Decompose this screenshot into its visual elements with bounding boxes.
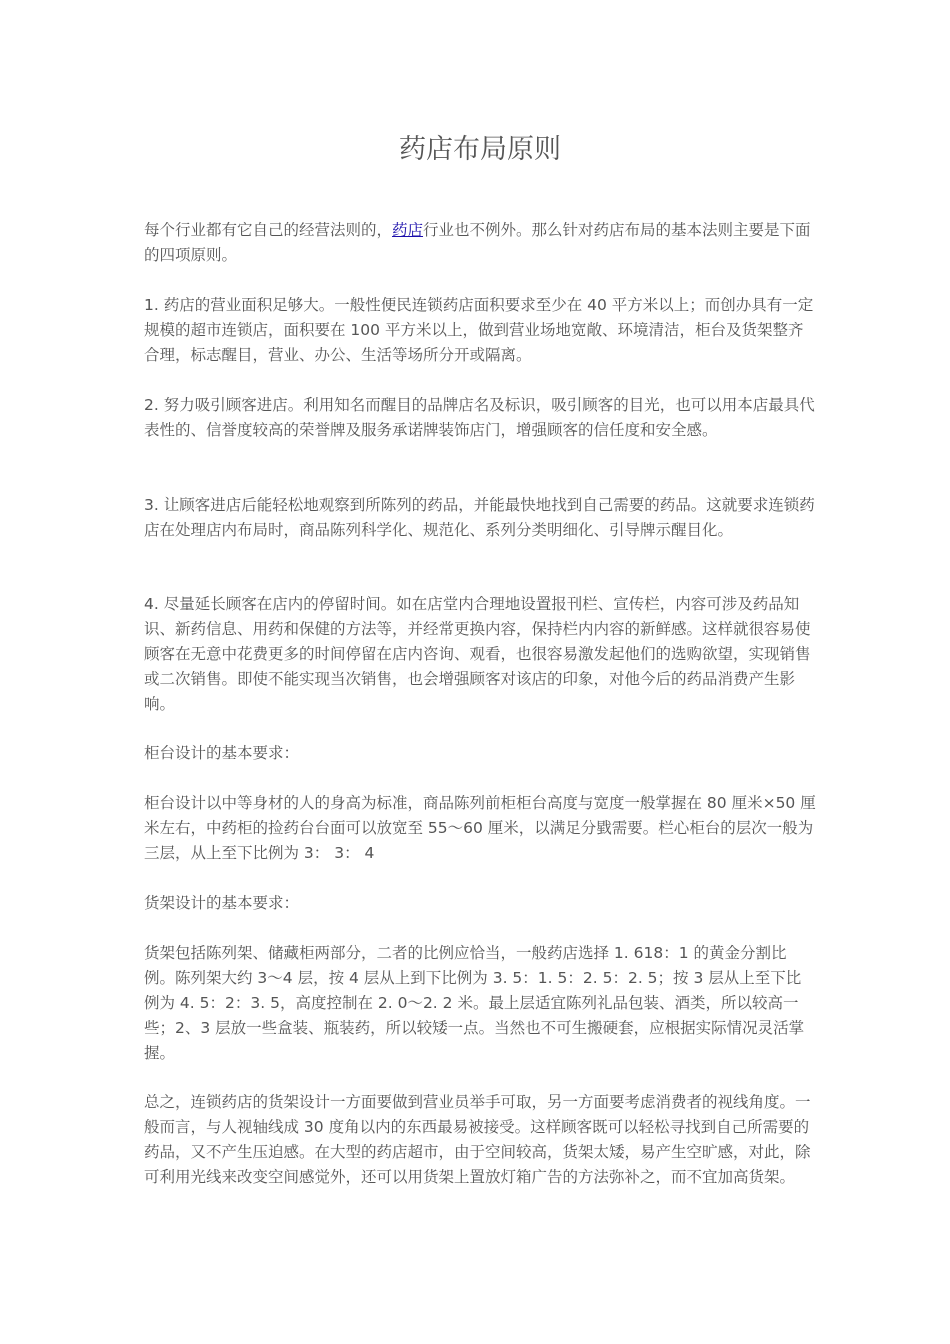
principle-2-paragraph: 2. 努力吸引顾客进店。利用知名而醒目的品牌店名及标识，吸引顾客的目光，也可以用本店最具代表性的、信誉度较高的荣誉牌及服务承诺牌装饰店门，增强顾客的信任度和安全感。 [144, 396, 815, 439]
principle-4-paragraph: 4. 尽量延长顾客在店内的停留时间。如在店堂内合理地设置报刊栏、宣传栏，内容可涉及药品知识、新药信息、用药和保健的方法等，并经常更换内容，保持栏内内容的新鲜感。这样就很容易使顾客在无意中花费更多的时间停留在店内咨询、观看，也很容易激发起他们的选购欲望，实现销售或二次销售。即使不能实现当次销售，也会增强顾客对该店的印象，对他今后的药品消费产生影响。 [144, 595, 811, 713]
intro-paragraph [144, 218, 816, 268]
principle-1-paragraph: 1. 药店的营业面积足够大。一般性便民连锁药店面积要求至少在 40 平方米以上；而创办具有一定规模的超市连锁店，面积要在 100 平方米以上，做到营业场地宽敞、环境清洁，柜台及货架整齐合理，标志醒目，营业、办公、生活等场所分开或隔离。 [144, 296, 814, 364]
page-title: 药店布局原则 [399, 134, 561, 165]
counter-heading: 柜台设计的基本要求： [144, 744, 300, 762]
shelf-body-paragraph: 货架包括陈列架、储藏柜两部分，二者的比例应恰当，一般药店选择 1. 618：1 的黄金分割比例。陈列架大约 3～4 层，按 4 层从上到下比例为 3. 5：1. 5：2. 5：2. 5；按 3 层从上至下比例为 4. 5：2：3. 5，高度控制在 2. 0～2. 2 米。最上层适宜陈列礼品包装、酒类，所以较高一些；2、3 层放一些盒装、瓶装药，所以较矮一点。当然也不可生搬硬套，应根据实际情况灵活掌握。 [144, 944, 805, 1062]
conclusion-paragraph: 总之，连锁药店的货架设计一方面要做到营业员举手可取，另一方面要考虑消费者的视线角度。一般而言，与人视轴线成 30 度角以内的东西最易被接受。这样顾客既可以轻松寻找到自己所需要的药品，又不产生压迫感。在大型的药店超市，由于空间较高，货架太矮，易产生空旷感，对此，除可利用光线来改变空间感觉外，还可以用货架上置放灯箱广告的方法弥补之，而不宜加高货架。 [144, 1093, 811, 1186]
shelf-heading: 货架设计的基本要求： [144, 894, 300, 912]
intro-text-after: 行业也不例外。那么针对药店布局的基本法则主要是下面的四项原则。 [144, 221, 811, 264]
principle-3-paragraph: 3. 让顾客进店后能轻松地观察到所陈列的药品，并能最快地找到自己需要的药品。这就要求连锁药店在处理店内布局时，商品陈列科学化、规范化、系列分类明细化、引导牌示醒目化。 [144, 496, 815, 539]
counter-body-paragraph: 柜台设计以中等身材的人的身高为标准，商品陈列前柜柜台高度与宽度一般掌握在 80 厘米×50 厘米左右，中药柜的捡药台台面可以放宽至 55～60 厘米，以满足分戥需要。栏心柜台的层次一般为三层，从上至下比例为 3： 3： 4 [144, 794, 816, 862]
intro-text-before: 每个行业都有它自己的经营法则的， [144, 221, 393, 239]
pharmacy-link[interactable]: 药店 [392, 221, 424, 239]
